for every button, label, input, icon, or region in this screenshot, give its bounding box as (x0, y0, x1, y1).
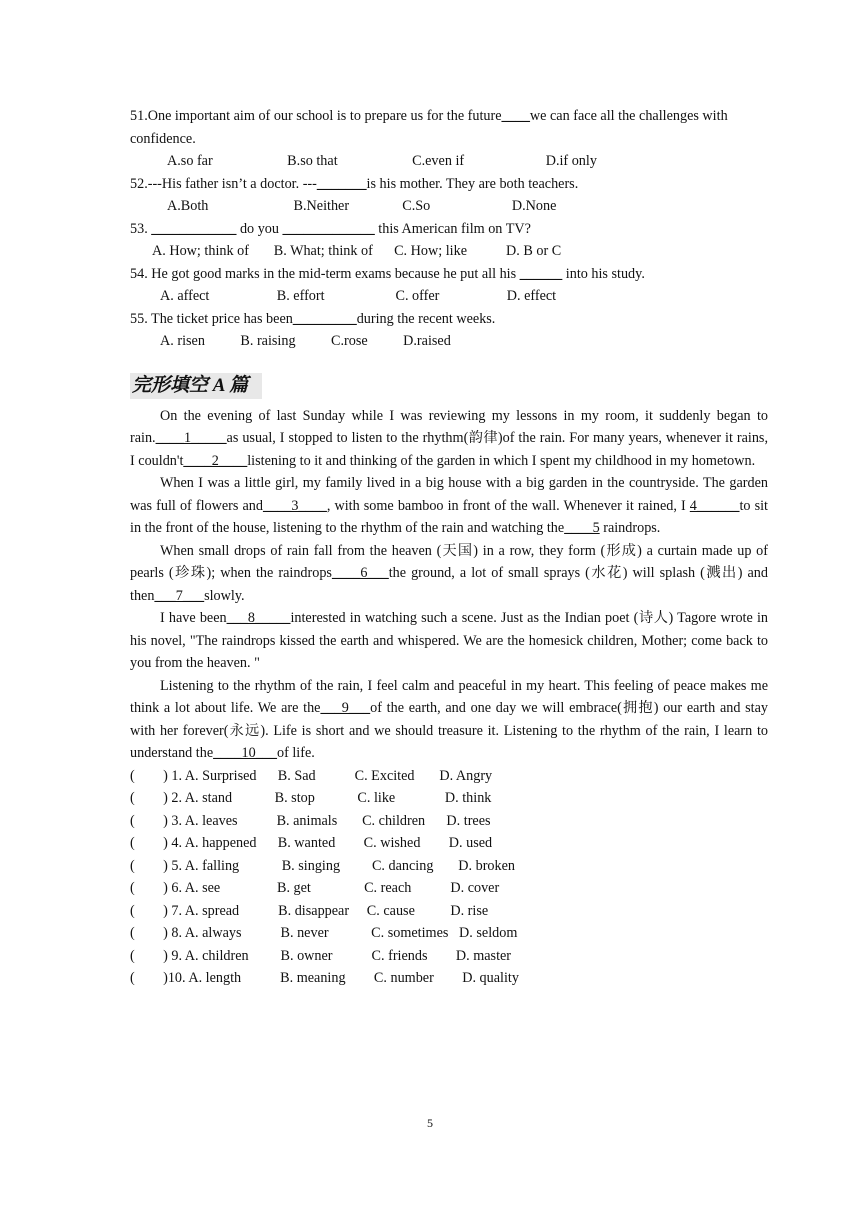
answer-row: ( ) 7. A. spread B. disappear C. cause D. rise (130, 902, 489, 919)
text-run: When I was a little girl, my family lived in a big house with a big garden in the countryside. The garden was full of flowers and (130, 475, 768, 514)
question-number: 55. (130, 310, 148, 327)
text-run: the ground, a lot of small sprays (水花) will splash (溅出) and then (130, 565, 768, 604)
question-number: 52. (130, 175, 148, 192)
answer-row: ( ) 1. A. Surprised B. Sad C. Excited D. Angry (130, 767, 493, 784)
text-run: interested in watching such a scene. Just as the Indian poet (诗人) Tagore wrote in his novel, "The raindrops kissed the earth and whispered. We are the homesick children, Mother; come back to you from the heaven. " (130, 610, 768, 671)
text-run: of the earth, and one day we will embrace(拥抱) our earth and stay with her forever(永远). Life is short and we should treasure it. Listening to the rhythm of the rain, I learn to understand the (130, 700, 769, 761)
question (130, 218, 768, 241)
text-run: is his mother. They are both teachers. (366, 175, 579, 192)
passage-paragraph (130, 675, 768, 765)
passage-paragraph (130, 607, 768, 675)
question-options: A.Both B.Neither C.So D.None (167, 198, 557, 214)
blank: _____________ (282, 220, 375, 237)
blank: ____ (501, 108, 530, 124)
blank: ____________ (151, 220, 237, 237)
text-run: into his study. (562, 265, 645, 282)
text-run: I have been (160, 610, 227, 626)
answer-row: ( ) 3. A. leaves B. animals C. children D. trees (130, 812, 491, 829)
question-number: 51. (130, 108, 148, 124)
text-run: this American film on TV? (374, 220, 531, 237)
answer-row: ( ) 2. A. stand B. stop C. like D. think (130, 790, 492, 806)
blank: ____2____ (183, 452, 248, 469)
question (130, 308, 768, 331)
blank: ___9___ (320, 700, 371, 716)
question (130, 173, 768, 196)
question (130, 105, 768, 150)
answer-row: ( ) 5. A. falling B. singing C. dancing D. broken (130, 857, 516, 874)
text-run: When small drops of rain fall from the heaven (天国) in a row, they form (形成) a curtain made up of pearls (珍珠); when the raindrops (130, 542, 768, 581)
blank: ____5 (564, 520, 600, 536)
text-run: Listening to the rhythm of the rain, I feel calm and peaceful in my heart. This feeling of peace makes me think a lot about life. We are the (130, 677, 768, 716)
blank: ____10___ (213, 745, 277, 761)
passage-paragraph (130, 405, 768, 473)
blank: _______ (316, 175, 367, 192)
text-run: One important aim of our school is to prepare us for the future (147, 108, 502, 124)
question-options: A. affect B. effort C. offer D. effect (160, 288, 557, 304)
blank: ______ (519, 265, 563, 282)
multiple-choice-section (130, 105, 768, 353)
answer-row: ( ) 6. A. see B. get C. reach D. cover (130, 880, 500, 896)
text-run: slowly. (204, 587, 245, 604)
blank: _________ (292, 310, 357, 327)
question-number: 53. (130, 220, 148, 237)
answer-options-list (130, 765, 768, 990)
text-run: On the evening of last Sunday while I was reviewing my lessons in my room, it suddenly began to rain. (130, 407, 768, 446)
text-run: listening to it and thinking of the garden in which I spent my childhood in my hometown. (247, 452, 756, 469)
text-run: during the recent weeks. (356, 310, 496, 327)
blank: ____6___ (331, 565, 389, 581)
answer-row: ( ) 9. A. children B. owner C. friends D. master (130, 947, 512, 964)
answer-row: ( )10. A. length B. meaning C. number D. quality (130, 970, 519, 986)
text-run: to sit in the front of the house, listening to the rhythm of the rain and watching the (130, 497, 768, 536)
text-run: as usual, I stopped to listen to the rhythm(韵律)of the rain. For many years, whenever it rains, I couldn't (130, 430, 768, 469)
passage-paragraph (130, 472, 768, 540)
question-options: A.so far B.so that C.even if D.if only (167, 153, 597, 169)
cloze-passage (130, 405, 768, 765)
blank: ____3____ (262, 497, 327, 514)
passage-paragraph (130, 540, 768, 608)
text-run: raindrops. (599, 520, 661, 536)
question-number: 54. (130, 265, 148, 282)
section-title: 完形填空 A 篇 (130, 373, 262, 399)
blank: ___8_____ (226, 610, 291, 626)
blank: ____1_____ (155, 430, 227, 446)
blank: 4______ (689, 497, 740, 514)
text-run: we can face all the challenges with confidence. (130, 108, 728, 147)
text-run: do you (236, 220, 283, 237)
question (130, 263, 768, 286)
question-options: A. risen B. raising C.rose D.raised (160, 333, 451, 349)
page-number: 5 (427, 1116, 433, 1130)
text-run: ---His father isn’t a doctor. --- (147, 175, 317, 192)
question-options: A. How; think of B. What; think of C. How; like D. B or C (152, 243, 562, 259)
blank: ___7___ (154, 587, 205, 604)
document-content (130, 105, 768, 990)
text-run: He got good marks in the mid-term exams because he put all his (147, 265, 520, 282)
answer-row: ( ) 8. A. always B. never C. sometimes D. seldom (130, 925, 518, 941)
answer-row: ( ) 4. A. happened B. wanted C. wished D. used (130, 835, 493, 851)
text-run: , with some bamboo in front of the wall. Whenever it rained, I (326, 497, 690, 514)
text-run: of life. (276, 745, 315, 761)
text-run: The ticket price has been (147, 310, 293, 327)
